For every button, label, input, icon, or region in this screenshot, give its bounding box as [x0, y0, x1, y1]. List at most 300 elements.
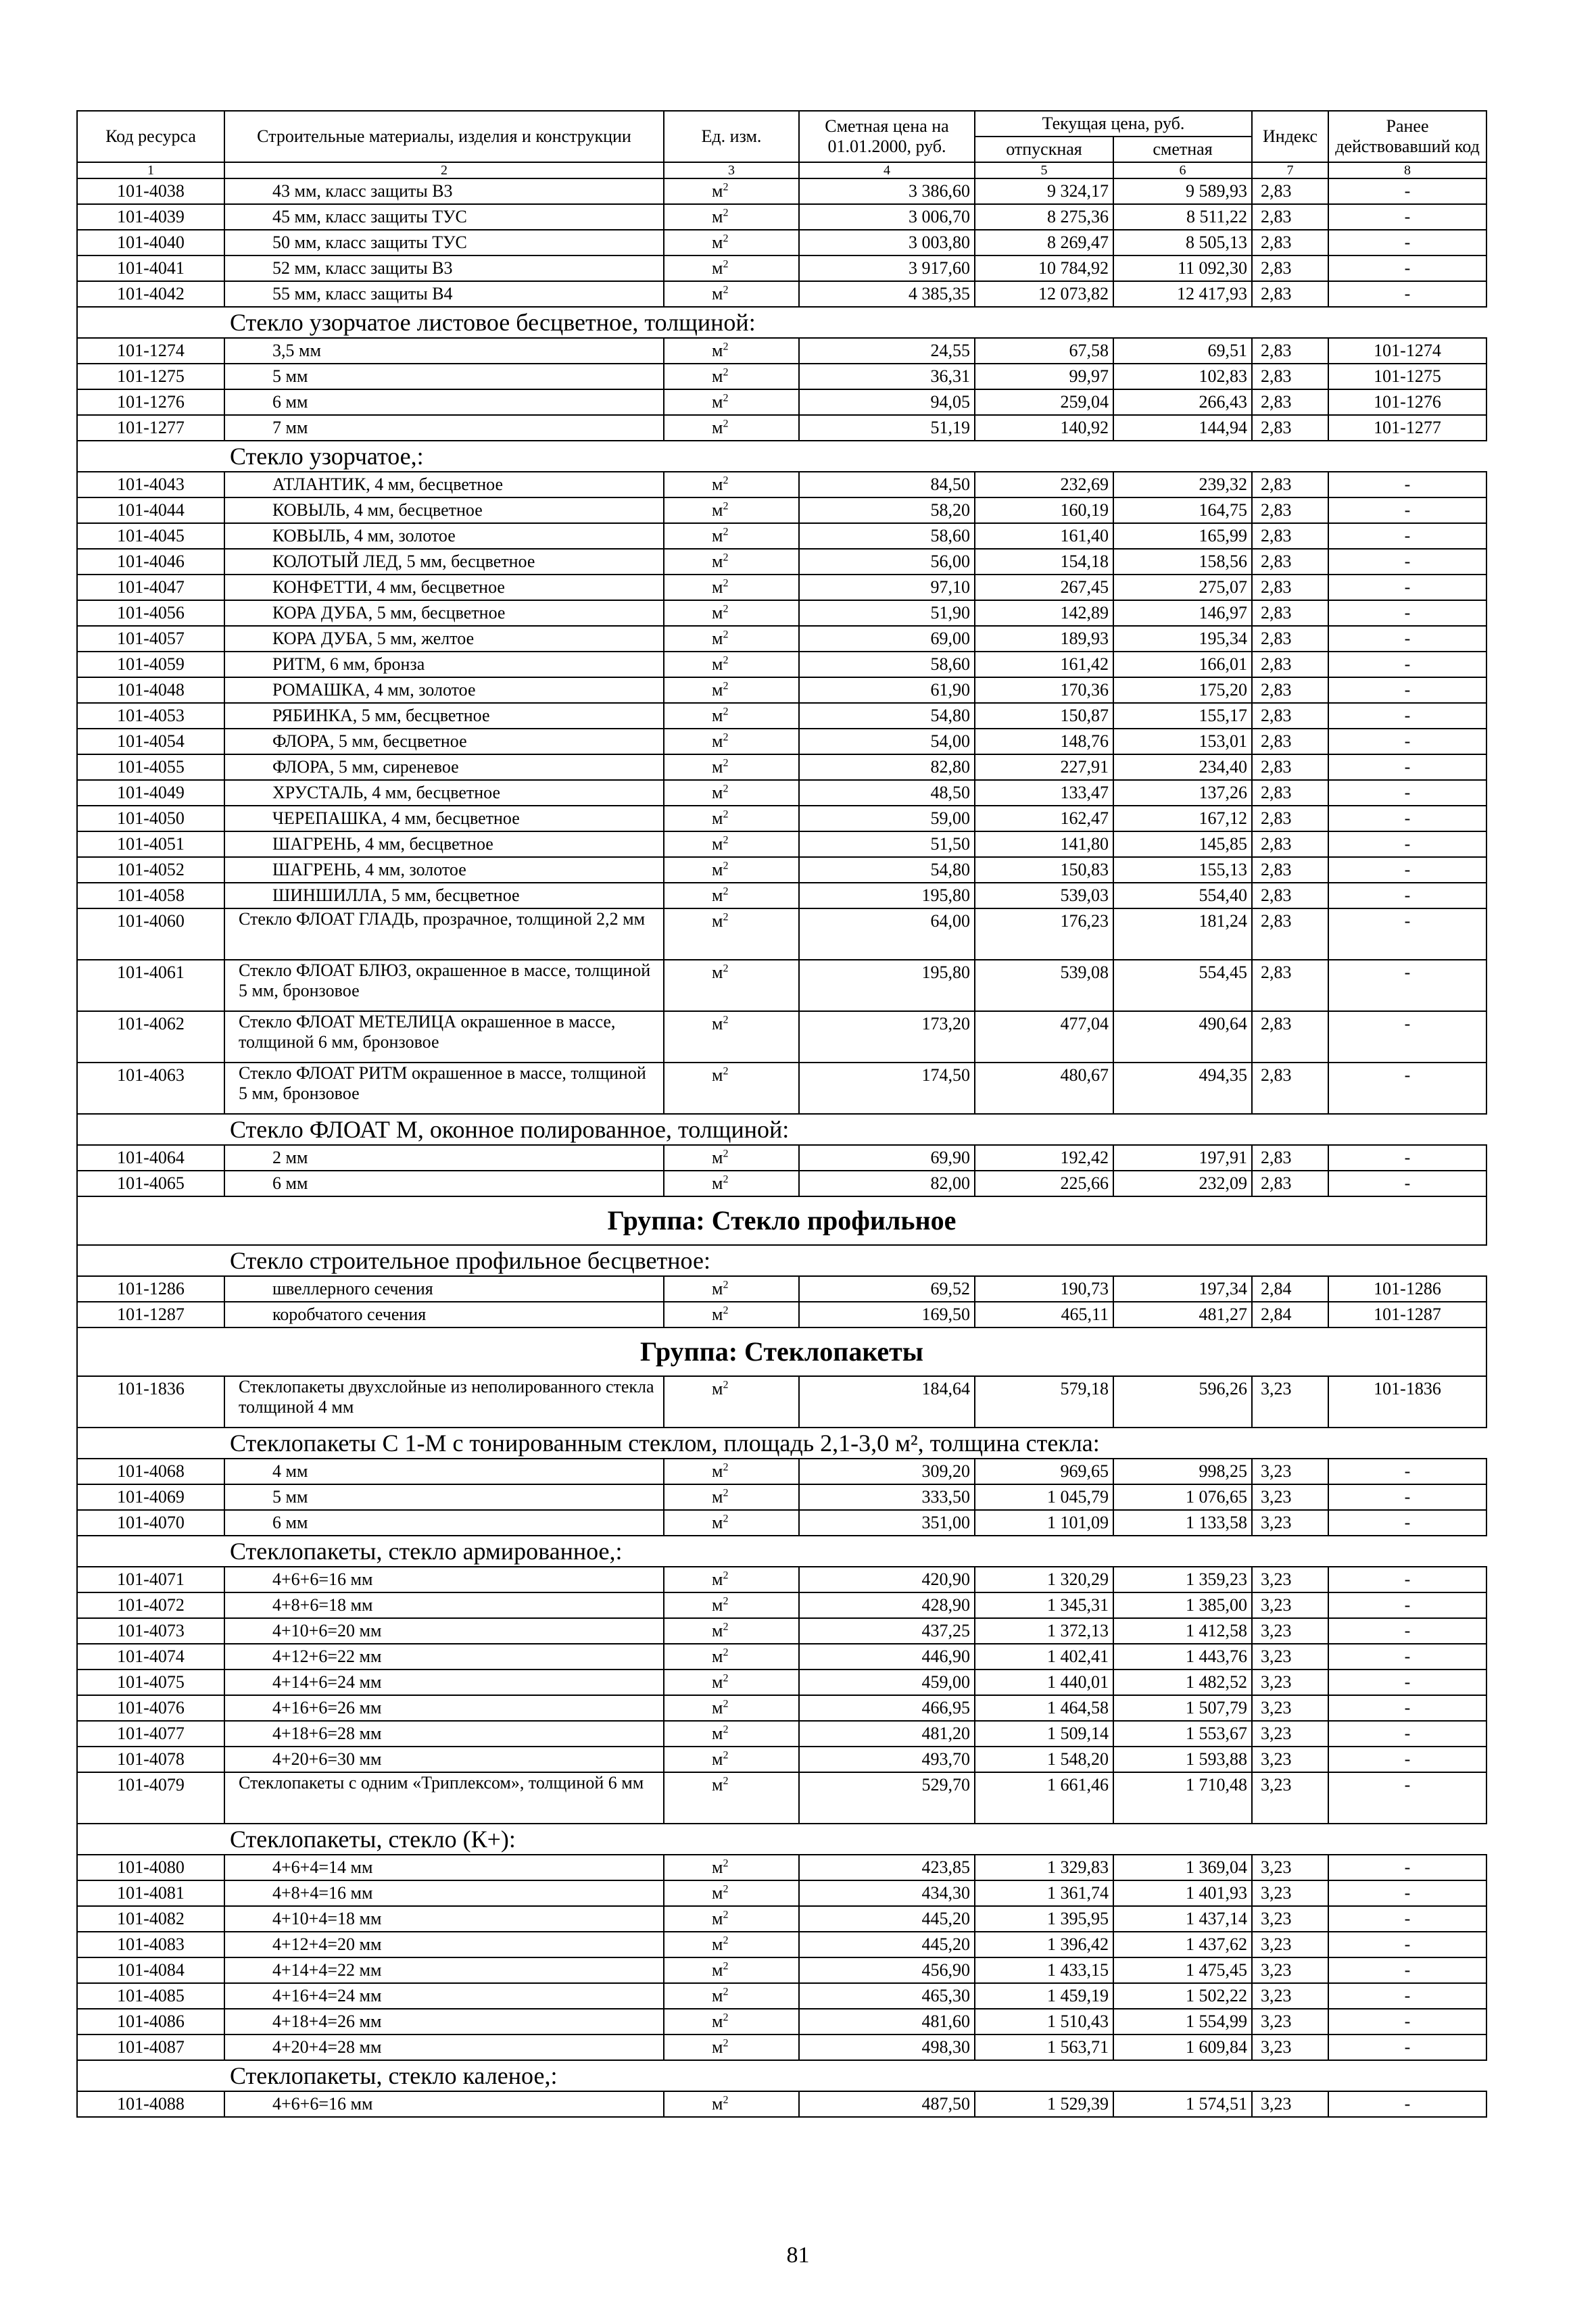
unit-label: м	[712, 654, 723, 674]
unit-cell	[664, 1880, 799, 1906]
previous-code: -	[1328, 1957, 1486, 1983]
table-row	[77, 523, 1486, 549]
column-number: 5	[975, 162, 1113, 178]
base-price: 58,20	[799, 497, 975, 523]
resource-code: 101-4042	[77, 281, 224, 307]
resource-code: 101-4065	[77, 1171, 224, 1196]
table-row	[77, 1510, 1486, 1536]
unit-label: м	[712, 1857, 723, 1877]
base-price: 3 006,70	[799, 204, 975, 230]
estimate-price: 1 507,79	[1113, 1695, 1252, 1721]
sell-price: 1 372,13	[975, 1618, 1113, 1644]
resource-code: 101-4084	[77, 1957, 224, 1983]
index-value: 2,83	[1252, 652, 1328, 677]
table-row	[77, 549, 1486, 575]
unit-label: м	[712, 258, 723, 278]
resource-code: 101-1275	[77, 364, 224, 389]
unit-cell	[664, 255, 799, 281]
table-row	[77, 806, 1486, 831]
unit-cell	[664, 883, 799, 908]
sell-price: 160,19	[975, 497, 1113, 523]
table-row	[77, 908, 1486, 960]
estimate-price: 197,91	[1113, 1145, 1252, 1171]
sell-price: 232,69	[975, 472, 1113, 497]
index-value: 2,83	[1252, 960, 1328, 1011]
index-value: 2,83	[1252, 575, 1328, 600]
index-value: 3,23	[1252, 1772, 1328, 1824]
unit-label: м	[712, 603, 723, 623]
material-name: Стеклопакеты двухслойные из неполированного стекла толщиной 4 мм	[224, 1376, 664, 1428]
index-value: 2,83	[1252, 389, 1328, 415]
table-row	[77, 754, 1486, 780]
base-price: 64,00	[799, 908, 975, 960]
unit-cell	[664, 1618, 799, 1644]
base-price: 309,20	[799, 1459, 975, 1484]
base-price: 59,00	[799, 806, 975, 831]
table-row	[77, 364, 1486, 389]
index-value: 3,23	[1252, 1670, 1328, 1695]
base-price: 481,60	[799, 2009, 975, 2034]
estimate-price: 145,85	[1113, 831, 1252, 857]
index-value: 3,23	[1252, 2091, 1328, 2117]
material-name: 6 мм	[224, 1510, 664, 1536]
base-price: 333,50	[799, 1484, 975, 1510]
material-name: швеллерного сечения	[224, 1276, 664, 1302]
previous-code: -	[1328, 2034, 1486, 2060]
unit-label: м	[712, 885, 723, 905]
previous-code: -	[1328, 178, 1486, 204]
index-value: 3,23	[1252, 1695, 1328, 1721]
header-estimate-price: сметная	[1113, 137, 1252, 162]
material-name: РИТМ, 6 мм, бронза	[224, 652, 664, 677]
unit-cell	[664, 703, 799, 729]
base-price: 69,52	[799, 1276, 975, 1302]
sell-price: 1 396,42	[975, 1932, 1113, 1957]
unit-exponent: 2	[723, 258, 729, 270]
resource-code: 101-4053	[77, 703, 224, 729]
estimate-price: 144,94	[1113, 415, 1252, 441]
table-header	[77, 111, 1486, 178]
unit-cell	[664, 281, 799, 307]
previous-code: -	[1328, 1644, 1486, 1670]
sell-price: 99,97	[975, 364, 1113, 389]
unit-label: м	[712, 1173, 723, 1193]
index-value: 2,83	[1252, 626, 1328, 652]
previous-code: -	[1328, 857, 1486, 883]
previous-code: -	[1328, 1567, 1486, 1592]
unit-label: м	[712, 1775, 723, 1795]
unit-exponent: 2	[723, 284, 729, 296]
subsection-row	[77, 307, 1486, 338]
sell-price: 162,47	[975, 806, 1113, 831]
sell-price: 189,93	[975, 626, 1113, 652]
estimate-price: 181,24	[1113, 908, 1252, 960]
resource-code: 101-4048	[77, 677, 224, 703]
unit-label: м	[712, 1461, 723, 1481]
unit-exponent: 2	[723, 1569, 729, 1582]
resource-code: 101-4052	[77, 857, 224, 883]
estimate-price: 1 401,93	[1113, 1880, 1252, 1906]
unit-label: м	[712, 500, 723, 520]
subsection-heading: Стекло строительное профильное бесцветное:	[77, 1245, 1486, 1276]
estimate-price: 232,09	[1113, 1171, 1252, 1196]
unit-label: м	[712, 341, 723, 360]
unit-label: м	[712, 577, 723, 597]
table-row	[77, 1592, 1486, 1618]
table-row	[77, 1747, 1486, 1772]
material-name: 5 мм	[224, 364, 664, 389]
resource-code: 101-4049	[77, 780, 224, 806]
unit-cell	[664, 1983, 799, 2009]
material-name: 4+16+4=24 мм	[224, 1983, 664, 2009]
unit-cell	[664, 1932, 799, 1957]
material-name: 4+18+4=26 мм	[224, 2009, 664, 2034]
index-value: 2,83	[1252, 204, 1328, 230]
resource-code: 101-4068	[77, 1459, 224, 1484]
unit-exponent: 2	[723, 603, 729, 615]
estimate-price: 1 593,88	[1113, 1747, 1252, 1772]
previous-code: -	[1328, 1695, 1486, 1721]
previous-code: -	[1328, 230, 1486, 255]
unit-cell	[664, 204, 799, 230]
estimate-price: 69,51	[1113, 338, 1252, 364]
sell-price: 480,67	[975, 1063, 1113, 1114]
material-name: коробчатого сечения	[224, 1302, 664, 1327]
material-name: РОМАШКА, 4 мм, золотое	[224, 677, 664, 703]
previous-code: -	[1328, 1932, 1486, 1957]
previous-code: -	[1328, 703, 1486, 729]
base-price: 428,90	[799, 1592, 975, 1618]
table-row	[77, 1011, 1486, 1063]
unit-label: м	[712, 1749, 723, 1769]
index-value: 2,83	[1252, 1063, 1328, 1114]
sell-price: 259,04	[975, 389, 1113, 415]
estimate-price: 998,25	[1113, 1459, 1252, 1484]
unit-cell	[664, 389, 799, 415]
sell-price: 9 324,17	[975, 178, 1113, 204]
unit-exponent: 2	[723, 526, 729, 538]
material-name: ХРУСТАЛЬ, 4 мм, бесцветное	[224, 780, 664, 806]
resource-code: 101-1277	[77, 415, 224, 441]
index-value: 3,23	[1252, 1957, 1328, 1983]
sell-price: 150,87	[975, 703, 1113, 729]
subsection-row	[77, 1536, 1486, 1567]
unit-cell	[664, 857, 799, 883]
table-row	[77, 1063, 1486, 1114]
index-value: 2,83	[1252, 178, 1328, 204]
unit-cell	[664, 1670, 799, 1695]
index-value: 2,83	[1252, 754, 1328, 780]
sell-price: 1 459,19	[975, 1983, 1113, 2009]
unit-cell	[664, 1567, 799, 1592]
previous-code: -	[1328, 1145, 1486, 1171]
table-row	[77, 831, 1486, 857]
base-price: 3 003,80	[799, 230, 975, 255]
estimate-price: 195,34	[1113, 626, 1252, 652]
unit-label: м	[712, 962, 723, 982]
estimate-price: 1 554,99	[1113, 2009, 1252, 2034]
subsection-row	[77, 1114, 1486, 1145]
previous-code: -	[1328, 908, 1486, 960]
resource-code: 101-4041	[77, 255, 224, 281]
index-value: 2,83	[1252, 600, 1328, 626]
unit-label: м	[712, 911, 723, 931]
material-name: РЯБИНКА, 5 мм, бесцветное	[224, 703, 664, 729]
subsection-row	[77, 1245, 1486, 1276]
estimate-price: 1 609,84	[1113, 2034, 1252, 2060]
unit-label: м	[712, 1647, 723, 1666]
unit-cell	[664, 1484, 799, 1510]
material-name: 7 мм	[224, 415, 664, 441]
subsection-heading: Стекло ФЛОАТ М, оконное полированное, толщиной:	[77, 1114, 1486, 1145]
column-number: 8	[1328, 162, 1486, 178]
sell-price: 170,36	[975, 677, 1113, 703]
unit-exponent: 2	[723, 1379, 729, 1391]
material-name: 45 мм, класс защиты ТУС	[224, 204, 664, 230]
index-value: 3,23	[1252, 1880, 1328, 1906]
index-value: 3,23	[1252, 1906, 1328, 1932]
unit-exponent: 2	[723, 500, 729, 512]
sell-price: 579,18	[975, 1376, 1113, 1428]
base-price: 498,30	[799, 2034, 975, 2060]
resource-code: 101-4063	[77, 1063, 224, 1114]
base-price: 61,90	[799, 677, 975, 703]
unit-exponent: 2	[723, 1305, 729, 1317]
unit-cell	[664, 1855, 799, 1880]
resource-code: 101-4087	[77, 2034, 224, 2060]
unit-cell	[664, 831, 799, 857]
table-row	[77, 1302, 1486, 1327]
unit-exponent: 2	[723, 1672, 729, 1684]
unit-cell	[664, 626, 799, 652]
unit-label: м	[712, 1724, 723, 1743]
estimate-price: 102,83	[1113, 364, 1252, 389]
resource-code: 101-4045	[77, 523, 224, 549]
unit-cell	[664, 497, 799, 523]
previous-code: -	[1328, 204, 1486, 230]
table-row	[77, 1145, 1486, 1171]
unit-exponent: 2	[723, 757, 729, 769]
index-value: 2,83	[1252, 415, 1328, 441]
base-price: 54,00	[799, 729, 975, 754]
table-row	[77, 1772, 1486, 1824]
previous-code: 101-1276	[1328, 389, 1486, 415]
material-name: 4+12+6=22 мм	[224, 1644, 664, 1670]
estimate-price: 1 574,51	[1113, 2091, 1252, 2117]
unit-label: м	[712, 1014, 723, 1033]
group-heading: Группа: Стекло профильное	[77, 1196, 1486, 1245]
sell-price: 150,83	[975, 857, 1113, 883]
estimate-price: 165,99	[1113, 523, 1252, 549]
material-name: 4+10+6=20 мм	[224, 1618, 664, 1644]
unit-cell	[664, 1510, 799, 1536]
index-value: 2,83	[1252, 1145, 1328, 1171]
unit-label: м	[712, 392, 723, 412]
unit-exponent: 2	[723, 1883, 729, 1895]
table-row	[77, 575, 1486, 600]
previous-code: -	[1328, 626, 1486, 652]
material-name: ШИНШИЛЛА, 5 мм, бесцветное	[224, 883, 664, 908]
resource-code: 101-4046	[77, 549, 224, 575]
unit-exponent: 2	[723, 860, 729, 872]
previous-code: -	[1328, 1459, 1486, 1484]
base-price: 481,20	[799, 1721, 975, 1747]
sell-price: 161,40	[975, 523, 1113, 549]
material-name: ФЛОРА, 5 мм, бесцветное	[224, 729, 664, 754]
material-name: КОВЫЛЬ, 4 мм, бесцветное	[224, 497, 664, 523]
unit-cell	[664, 1721, 799, 1747]
unit-cell	[664, 472, 799, 497]
index-value: 2,83	[1252, 364, 1328, 389]
unit-cell	[664, 780, 799, 806]
sell-price: 539,08	[975, 960, 1113, 1011]
material-name: АТЛАНТИК, 4 мм, бесцветное	[224, 472, 664, 497]
subsection-row	[77, 2060, 1486, 2091]
material-name: 4+20+4=28 мм	[224, 2034, 664, 2060]
resource-code: 101-4076	[77, 1695, 224, 1721]
estimate-price: 1 482,52	[1113, 1670, 1252, 1695]
material-name: Стеклопакеты с одним «Триплексом», толщиной 6 мм	[224, 1772, 664, 1824]
unit-cell	[664, 1063, 799, 1114]
material-name: 50 мм, класс защиты ТУС	[224, 230, 664, 255]
base-price: 4 385,35	[799, 281, 975, 307]
base-price: 174,50	[799, 1063, 975, 1114]
unit-cell	[664, 415, 799, 441]
resource-code: 101-4044	[77, 497, 224, 523]
unit-exponent: 2	[723, 1279, 729, 1291]
estimate-price: 1 076,65	[1113, 1484, 1252, 1510]
base-price: 3 917,60	[799, 255, 975, 281]
table-row	[77, 1567, 1486, 1592]
unit-label: м	[712, 207, 723, 226]
unit-label: м	[712, 1934, 723, 1954]
subsection-row	[77, 1428, 1486, 1459]
estimate-price: 1 475,45	[1113, 1957, 1252, 1983]
unit-exponent: 2	[723, 731, 729, 744]
index-value: 3,23	[1252, 1721, 1328, 1747]
header-current-price: Текущая цена, руб.	[975, 111, 1252, 137]
previous-code: -	[1328, 677, 1486, 703]
column-number: 6	[1113, 162, 1252, 178]
previous-code: -	[1328, 575, 1486, 600]
unit-exponent: 2	[723, 1724, 729, 1736]
table-row	[77, 338, 1486, 364]
unit-exponent: 2	[723, 1487, 729, 1499]
unit-label: м	[712, 1960, 723, 1980]
base-price: 82,00	[799, 1171, 975, 1196]
base-price: 3 386,60	[799, 178, 975, 204]
document-page	[76, 110, 1486, 2118]
estimate-price: 8 505,13	[1113, 230, 1252, 255]
unit-exponent: 2	[723, 1014, 729, 1026]
unit-cell	[664, 230, 799, 255]
base-price: 97,10	[799, 575, 975, 600]
resource-code: 101-4078	[77, 1747, 224, 1772]
sell-price: 477,04	[975, 1011, 1113, 1063]
sell-price: 267,45	[975, 575, 1113, 600]
estimate-price: 1 437,62	[1113, 1932, 1252, 1957]
unit-cell	[664, 754, 799, 780]
unit-exponent: 2	[723, 1857, 729, 1870]
estimate-price: 11 092,30	[1113, 255, 1252, 281]
unit-label: м	[712, 552, 723, 571]
resource-code: 101-1287	[77, 1302, 224, 1327]
base-price: 48,50	[799, 780, 975, 806]
resource-code: 101-4080	[77, 1855, 224, 1880]
previous-code: -	[1328, 652, 1486, 677]
unit-exponent: 2	[723, 341, 729, 353]
sell-price: 465,11	[975, 1302, 1113, 1327]
table-row	[77, 1376, 1486, 1428]
previous-code: 101-1275	[1328, 364, 1486, 389]
sell-price: 1 661,46	[975, 1772, 1113, 1824]
estimate-price: 9 589,93	[1113, 178, 1252, 204]
sell-price: 225,66	[975, 1171, 1113, 1196]
table-row	[77, 1644, 1486, 1670]
resource-code: 101-1274	[77, 338, 224, 364]
previous-code: -	[1328, 1618, 1486, 1644]
table-row	[77, 703, 1486, 729]
unit-label: м	[712, 181, 723, 201]
base-price: 195,80	[799, 883, 975, 908]
index-value: 2,83	[1252, 806, 1328, 831]
previous-code: -	[1328, 1906, 1486, 1932]
material-name: Стекло ФЛОАТ БЛЮЗ, окрашенное в массе, толщиной 5 мм, бронзовое	[224, 960, 664, 1011]
sell-price: 176,23	[975, 908, 1113, 960]
header-base-price: Сметная цена на 01.01.2000, руб.	[799, 111, 975, 162]
unit-label: м	[712, 1379, 723, 1398]
base-price: 58,60	[799, 652, 975, 677]
sell-price: 67,58	[975, 338, 1113, 364]
group-row	[77, 1196, 1486, 1245]
index-value: 2,83	[1252, 780, 1328, 806]
unit-exponent: 2	[723, 1698, 729, 1710]
resource-code: 101-4073	[77, 1618, 224, 1644]
material-name: 3,5 мм	[224, 338, 664, 364]
base-price: 69,00	[799, 626, 975, 652]
resource-code: 101-4079	[77, 1772, 224, 1824]
sell-price: 148,76	[975, 729, 1113, 754]
unit-cell	[664, 364, 799, 389]
table-row	[77, 1484, 1486, 1510]
unit-cell	[664, 1906, 799, 1932]
previous-code: -	[1328, 831, 1486, 857]
material-name: КОРА ДУБА, 5 мм, бесцветное	[224, 600, 664, 626]
index-value: 3,23	[1252, 2034, 1328, 2060]
column-number: 1	[77, 162, 224, 178]
material-name: КОЛОТЫЙ ЛЕД, 5 мм, бесцветное	[224, 549, 664, 575]
unit-cell	[664, 575, 799, 600]
resource-code: 101-4082	[77, 1906, 224, 1932]
material-name: 4+14+6=24 мм	[224, 1670, 664, 1695]
unit-cell	[664, 1644, 799, 1670]
unit-label: м	[712, 808, 723, 828]
previous-code: -	[1328, 600, 1486, 626]
table-row	[77, 1276, 1486, 1302]
resource-code: 101-4071	[77, 1567, 224, 1592]
header-code: Код ресурса	[77, 111, 224, 162]
base-price: 456,90	[799, 1957, 975, 1983]
unit-exponent: 2	[723, 629, 729, 641]
unit-exponent: 2	[723, 885, 729, 898]
estimate-price: 1 385,00	[1113, 1592, 1252, 1618]
unit-label: м	[712, 680, 723, 700]
unit-cell	[664, 523, 799, 549]
estimate-price: 481,27	[1113, 1302, 1252, 1327]
header-materials: Строительные материалы, изделия и конструкции	[224, 111, 664, 162]
base-price: 94,05	[799, 389, 975, 415]
unit-exponent: 2	[723, 474, 729, 487]
